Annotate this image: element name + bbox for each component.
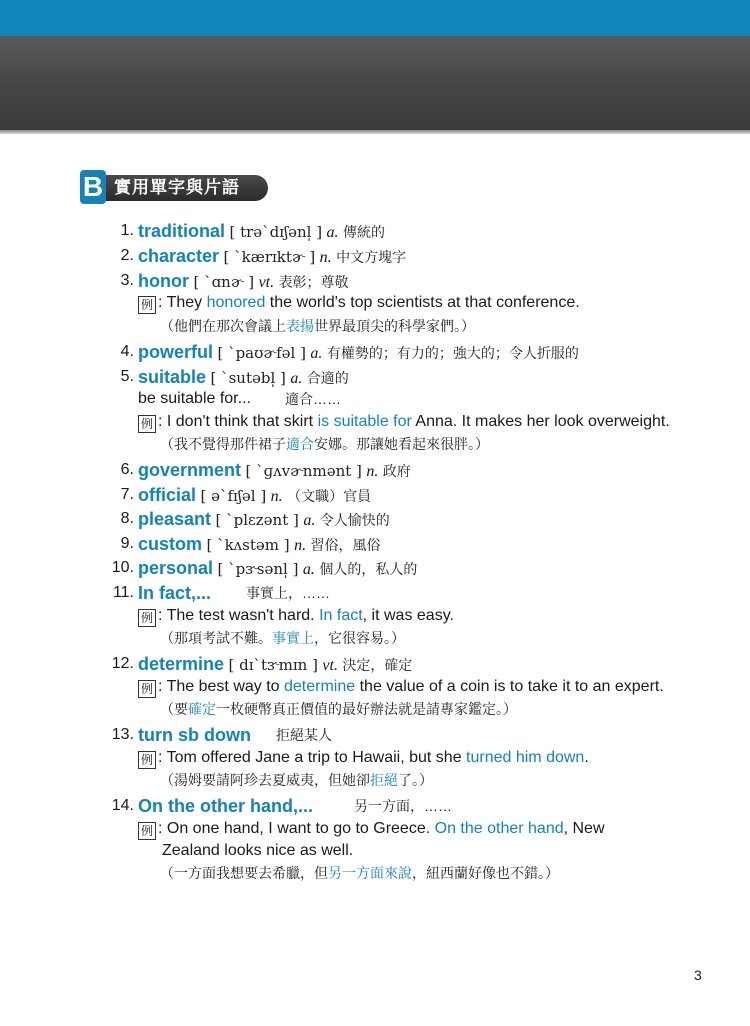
phonetic: [ ˋɡʌvɚnmənt ] [245,462,362,480]
example-translation: （一方面我想要去希臘，但另一方面來說，紐西蘭好像也不錯。） [160,865,559,881]
part-of-speech: a. [290,370,303,387]
highlighted-term: 拒絕 [370,772,398,788]
part-of-speech: vt. [258,274,275,291]
example-sentence: 例 : The best way to determine the value of a coin is to take it to an expert. [138,676,664,698]
example-translation: （他們在那次會議上表揚世界最頂尖的科學家們。） [160,318,475,334]
entry-number: 13. [111,726,134,743]
highlighted-term: In fact [319,607,363,624]
example-sentence: 例 : On one hand, I want to go to Greece. On the other hand, New [138,818,605,840]
definition: 習俗，風俗 [310,537,381,553]
definition: 中文方塊字 [336,249,407,265]
vocab-entry [138,653,412,677]
example-marker-icon: 例 [138,680,156,698]
definition: 決定，確定 [342,657,413,673]
entry-number: 12. [111,655,134,672]
part-of-speech: a. [302,561,315,578]
vocab-word: custom [138,534,203,554]
example-marker-icon: 例 [138,415,156,433]
phonetic: [ ˋpaʊɚfəl ] [217,344,306,362]
example-sentence: 例 : Tom offered Jane a trip to Hawaii, but she turned him down. [138,747,589,769]
vocab-word: character [138,246,220,266]
highlighted-term: 事實上 [272,630,314,646]
highlighted-term: turned him down [466,749,585,766]
highlighted-term: honored [206,294,266,311]
vocab-word: traditional [138,221,226,241]
page-number: 3 [694,967,702,983]
phonetic: [ ˋkærɪktɚ ] [223,248,316,266]
part-of-speech: n. [294,537,307,554]
phrase-line [138,388,251,410]
example-marker-icon: 例 [138,609,156,627]
vocab-entry [138,270,349,294]
entry-number: 11. [112,584,134,601]
phonetic: [ trəˋdɪʃənl̩ ] [229,223,323,241]
vocab-word: pleasant [138,509,212,529]
vocab-entry [138,557,417,581]
definition: 令人愉快的 [319,512,390,528]
entry-number: 1. [120,222,134,239]
example-translation: （我不覺得那件裙子適合安娜。那讓她看起來很胖。） [160,436,489,452]
entry-number: 14. [111,797,134,814]
vocab-entry [138,220,385,244]
highlighted-term: 確定 [188,701,216,717]
part-of-speech: a. [303,512,316,529]
vocab-word: personal [138,558,214,578]
entry-number: 4. [120,343,134,360]
entry-number: 8. [120,510,134,527]
vocab-word: suitable [138,367,207,387]
highlighted-term: determine [284,678,356,695]
definition: 政府 [382,463,411,479]
example-translation: （要確定一枚硬幣真正價值的最好辦法就是請專家鑑定。） [160,701,517,717]
definition: 另一方面，…… [354,798,452,814]
definition: 事實上，…… [246,585,330,601]
entry-number: 2. [120,247,134,264]
highlighted-term: 表揚 [286,318,314,334]
vocab-entry [138,484,371,508]
example-translation: （那項考試不難。事實上，它很容易。） [160,630,405,646]
definition: 個人的，私人的 [319,561,418,577]
highlighted-term: 適合 [286,436,314,452]
phrase-definition: 適合…… [285,391,341,407]
entry-number: 9. [120,535,134,552]
phonetic: [ ˋsutəbl̩ ] [210,369,286,387]
example-sentence: 例 : The test wasn't hard. In fact, it was easy. [138,605,454,627]
phonetic: [ ˋplɛzənt ] [215,511,299,529]
vocab-phrase: In fact,... [138,583,212,603]
section-title: 實用單字與片語 [114,178,240,197]
vocab-entry [138,724,251,748]
vocab-entry [138,366,349,390]
vocab-entry [138,795,313,819]
vocab-word: government [138,460,242,480]
vocab-entry [138,508,390,532]
entry-number: 6. [120,461,134,478]
vocab-phrase: On the other hand,... [138,796,313,816]
vocab-entry [138,459,411,483]
part-of-speech: vt. [322,657,338,674]
example-sentence: 例 : I don't think that skirt is suitable for Anna. It makes her look overweight. [138,411,670,433]
entry-number: 7. [120,486,134,503]
section-letter: B [80,170,106,204]
vocab-entry [138,582,211,606]
vocab-word: official [138,485,197,505]
definition: 合適的 [306,370,349,386]
vocab-word: determine [138,654,225,674]
example-marker-icon: 例 [138,751,156,769]
entry-number: 5. [120,368,134,385]
part-of-speech: n. [270,488,283,505]
vocab-phrase: turn sb down [138,725,251,745]
definition: 傳統的 [343,224,385,240]
entry-number: 3. [120,272,134,289]
example-translation: （湯姆要請阿珍去夏威夷，但她卻拒絕了。） [160,772,433,788]
part-of-speech: a. [326,224,339,241]
highlighted-term: On the other hand [434,820,564,837]
vocab-entry [138,245,406,269]
phonetic: [ ˋkʌstəm ] [206,536,290,554]
phonetic: [ dɪˋtɝmɪn ] [228,656,318,674]
part-of-speech: n. [319,249,332,266]
phonetic: [ ˋɑnɚ ] [193,273,255,291]
phonetic: [ ˋpɝsənl̩ ] [217,560,299,578]
definition: 拒絕某人 [276,727,332,743]
definition: 表彰；尊敬 [278,274,349,290]
part-of-speech: a. [310,345,323,362]
vocab-word: powerful [138,342,213,362]
part-of-speech: n. [366,463,379,480]
example-sentence-continued: Zealand looks nice as well. [162,842,354,859]
highlighted-term: 另一方面來說 [328,865,412,881]
phonetic: [ əˋfɪʃəl ] [200,487,267,505]
vocab-entry [138,341,579,365]
example-sentence: 例 : They honored the world's top scientists at that conference. [138,292,580,314]
entry-number: 10. [111,559,134,576]
example-marker-icon: 例 [138,822,156,840]
definition: （文職）官員 [287,488,372,504]
vocab-entry [138,533,381,557]
example-marker-icon: 例 [138,296,156,314]
phrase: be suitable for... [138,390,251,407]
definition: 有權勢的；有力的；強大的；令人折服的 [326,345,579,361]
vocab-word: honor [138,271,189,291]
highlighted-term: is suitable for [317,413,412,430]
